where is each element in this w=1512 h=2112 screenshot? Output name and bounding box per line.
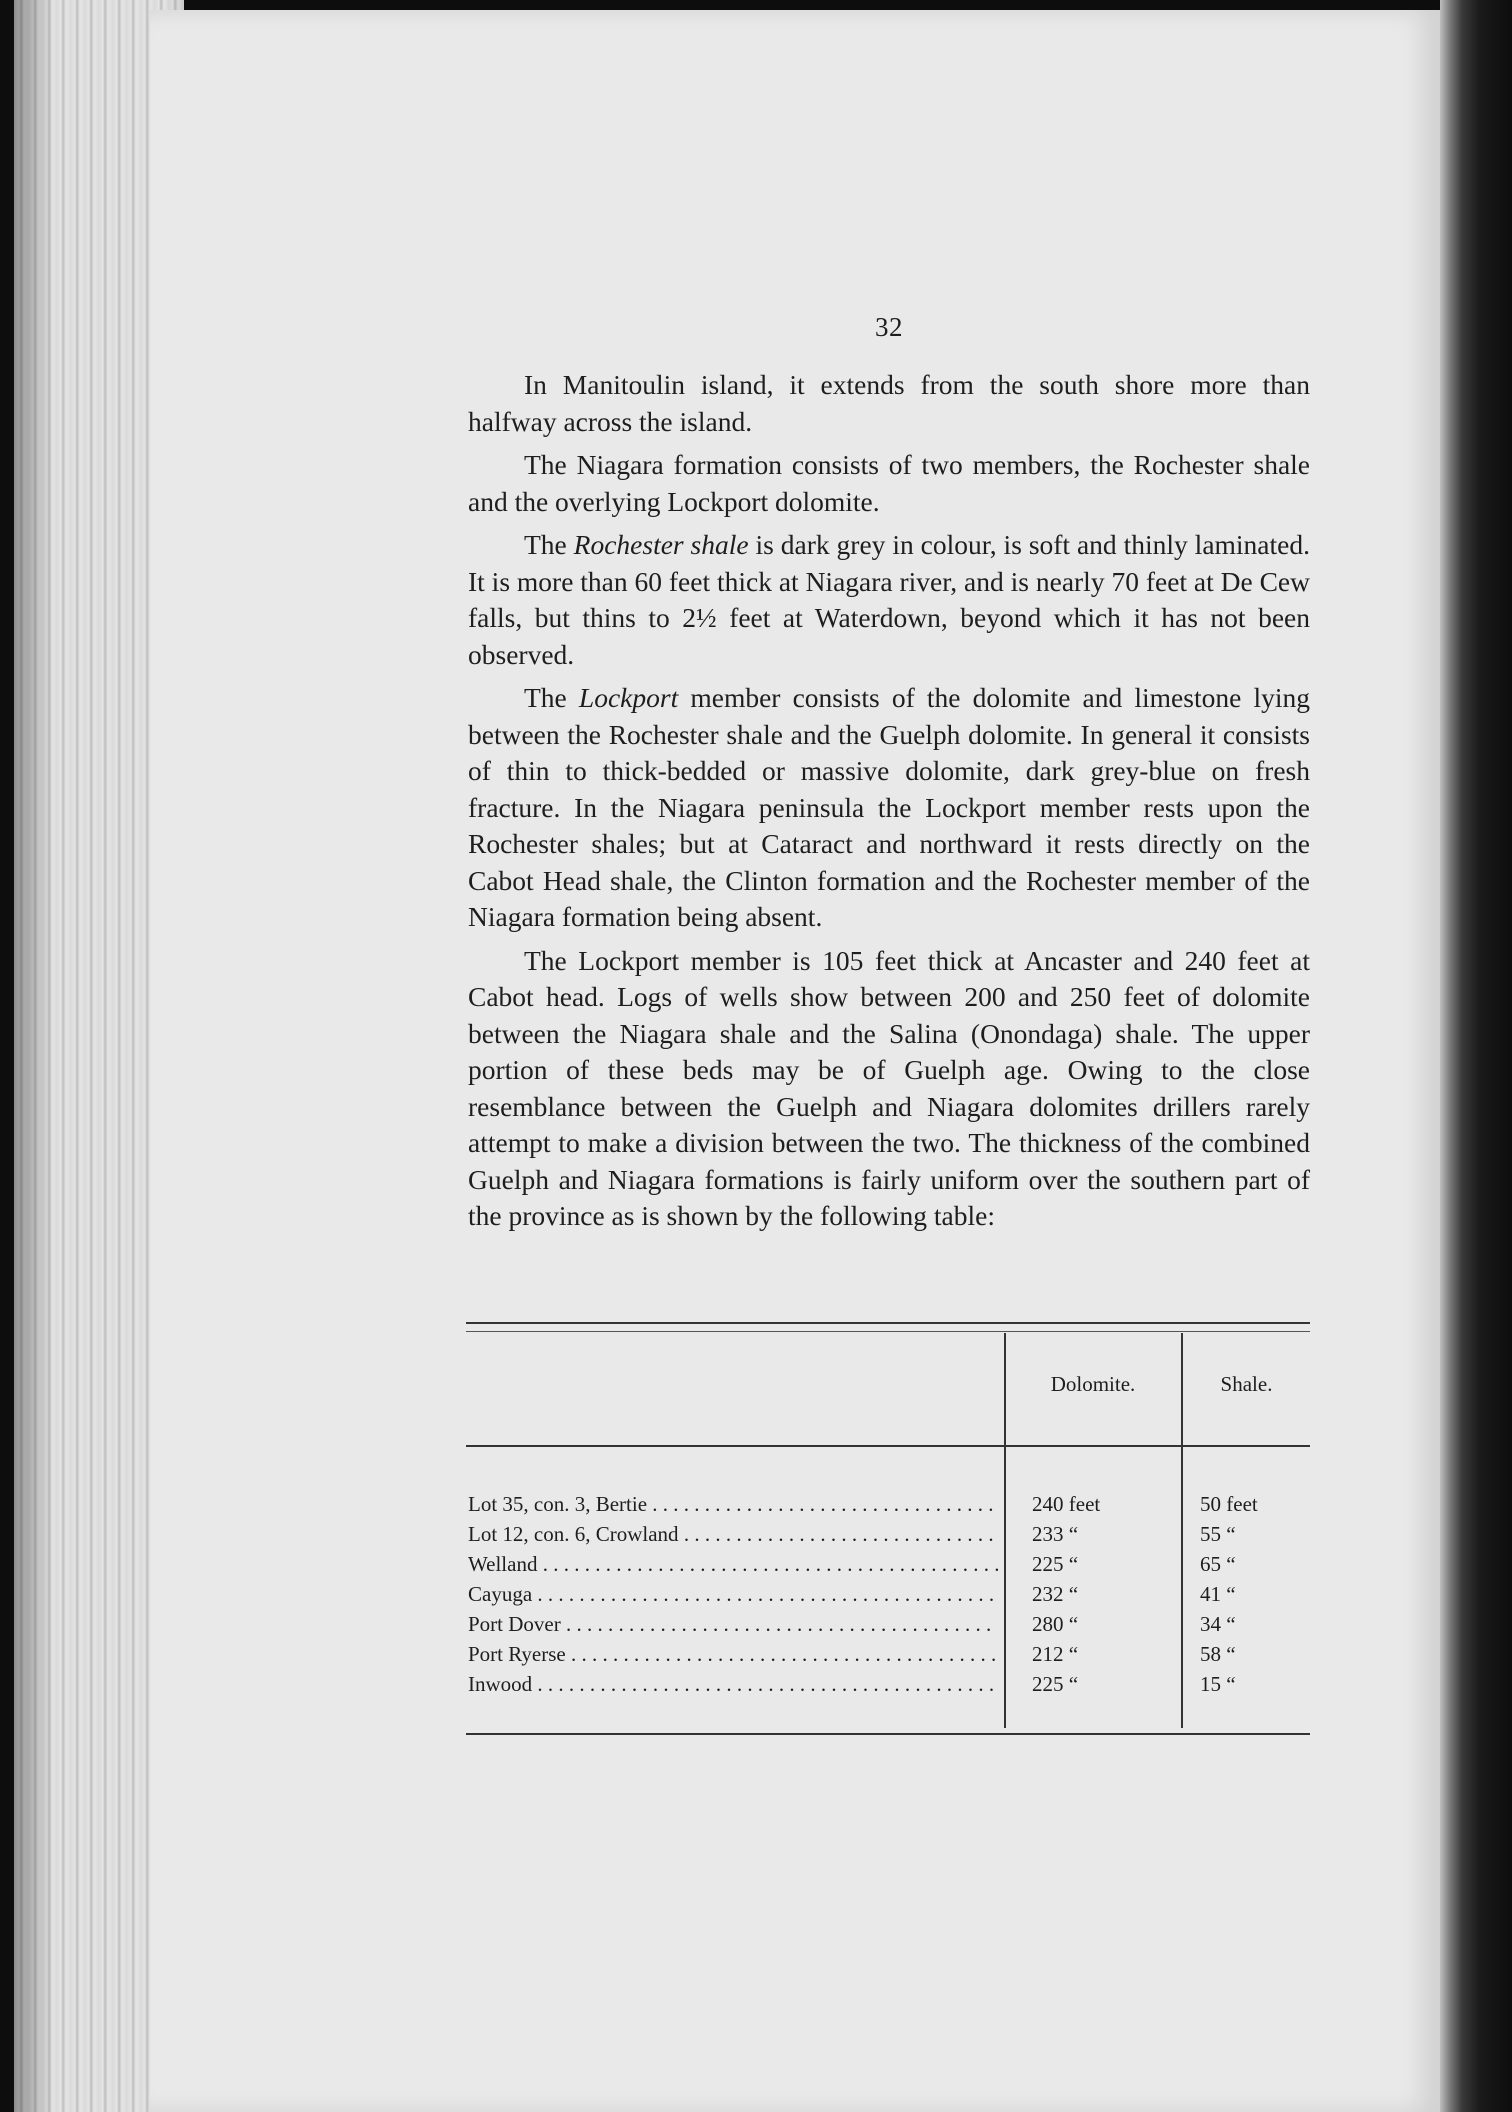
paragraph-3-pre: The <box>524 529 574 560</box>
row-location: Cayuga . . . <box>468 1579 998 1609</box>
table-header-shale: Shale. <box>1220 1372 1273 1396</box>
row-dolomite: 232 “ <box>1032 1582 1079 1606</box>
paragraph-4-post: member consists of the dolomite and limestone lying between the Rochester shale and the Guelph dolomite. In general it consists of thin to thick-bedded or massive dolomite, dark grey-blue on fresh fracture. In the Niagara peninsula the Lockport member rests upon the Rochester shales; but at Cataract and northward it rests directly on the Cabot Head shale, the Clinton formation and the Rochester member of the Niagara formation being absent. <box>468 682 1310 932</box>
paragraph-3-post: is dark grey in colour, is soft and thinly laminated. It is more than 60 feet thick at Niagara river, and is nearly 70 feet at De Cew falls, but thins to 2½ feet at Waterdown, beyond which it has not been observed. <box>468 529 1310 670</box>
row-location: Port Dover . . . <box>468 1609 998 1639</box>
paragraph-1: In Manitoulin island, it extends from the south shore more than halfway across the island. <box>468 369 1310 437</box>
row-dolomite: 225 “ <box>1032 1552 1079 1576</box>
row-location: Lot 35, con. 3, Bertie . . . <box>468 1489 998 1519</box>
table-row <box>468 1549 1310 1579</box>
row-shale: 34 “ <box>1200 1612 1236 1636</box>
table-rule-top <box>466 1322 1310 1324</box>
row-dolomite: 212 “ <box>1032 1642 1079 1666</box>
paragraph-2: The Niagara formation consists of two members, the Rochester shale and the overlying Lockport dolomite. <box>468 449 1310 517</box>
row-shale: 50 feet <box>1200 1492 1258 1516</box>
table-row <box>468 1609 1310 1639</box>
paragraph-3-italic: Rochester shale <box>573 529 749 560</box>
row-location: Inwood . . . <box>468 1669 998 1699</box>
row-dolomite: 225 “ <box>1032 1672 1079 1696</box>
page-number: 32 <box>875 312 903 342</box>
table-header-dolomite: Dolomite. <box>1050 1372 1136 1396</box>
row-dolomite: 233 “ <box>1032 1522 1079 1546</box>
row-shale: 65 “ <box>1200 1552 1236 1576</box>
row-dolomite: 280 “ <box>1032 1612 1079 1636</box>
paragraph-3 <box>468 527 1310 673</box>
row-location: Port Ryerse . . . <box>468 1639 998 1669</box>
table-row <box>468 1519 1310 1549</box>
row-shale: 41 “ <box>1200 1582 1236 1606</box>
paragraph-4-pre: The <box>524 682 579 713</box>
row-location: Lot 12, con. 6, Crowland . . . <box>468 1519 998 1549</box>
paragraph-4 <box>468 680 1310 936</box>
table-body <box>468 1489 1310 1699</box>
book-spine-edge <box>1440 0 1512 2112</box>
row-location: Welland . . . <box>468 1549 998 1579</box>
row-shale: 58 “ <box>1200 1642 1236 1666</box>
table-rule-top-thin <box>466 1331 1310 1332</box>
text-block <box>468 300 1310 1242</box>
table-rule-bottom <box>466 1733 1310 1735</box>
row-shale: 55 “ <box>1200 1522 1236 1546</box>
table-rule-header <box>466 1445 1310 1447</box>
paragraph-5: The Lockport member is 105 feet thick at Ancaster and 240 feet at Cabot head. Logs of wells show between 200 and 250 feet of dolomite between the Niagara shale and the Salina (Onondaga) shale. The upper portion of these beds may be of Guelph age. Owing to the close resemblance between the Guelph and Niagara dolomites drillers rarely attempt to make a division between the two. The thickness of the combined Guelph and Niagara formations is fairly uniform over the southern part of the province as is shown by the following table: <box>468 944 1310 1231</box>
row-shale: 15 “ <box>1200 1672 1236 1696</box>
table-row <box>468 1489 1310 1519</box>
table-row <box>468 1639 1310 1669</box>
paragraph-4-italic: Lockport <box>578 682 679 713</box>
table-row <box>468 1669 1310 1699</box>
row-dolomite: 240 feet <box>1032 1492 1101 1516</box>
table-row <box>468 1579 1310 1609</box>
